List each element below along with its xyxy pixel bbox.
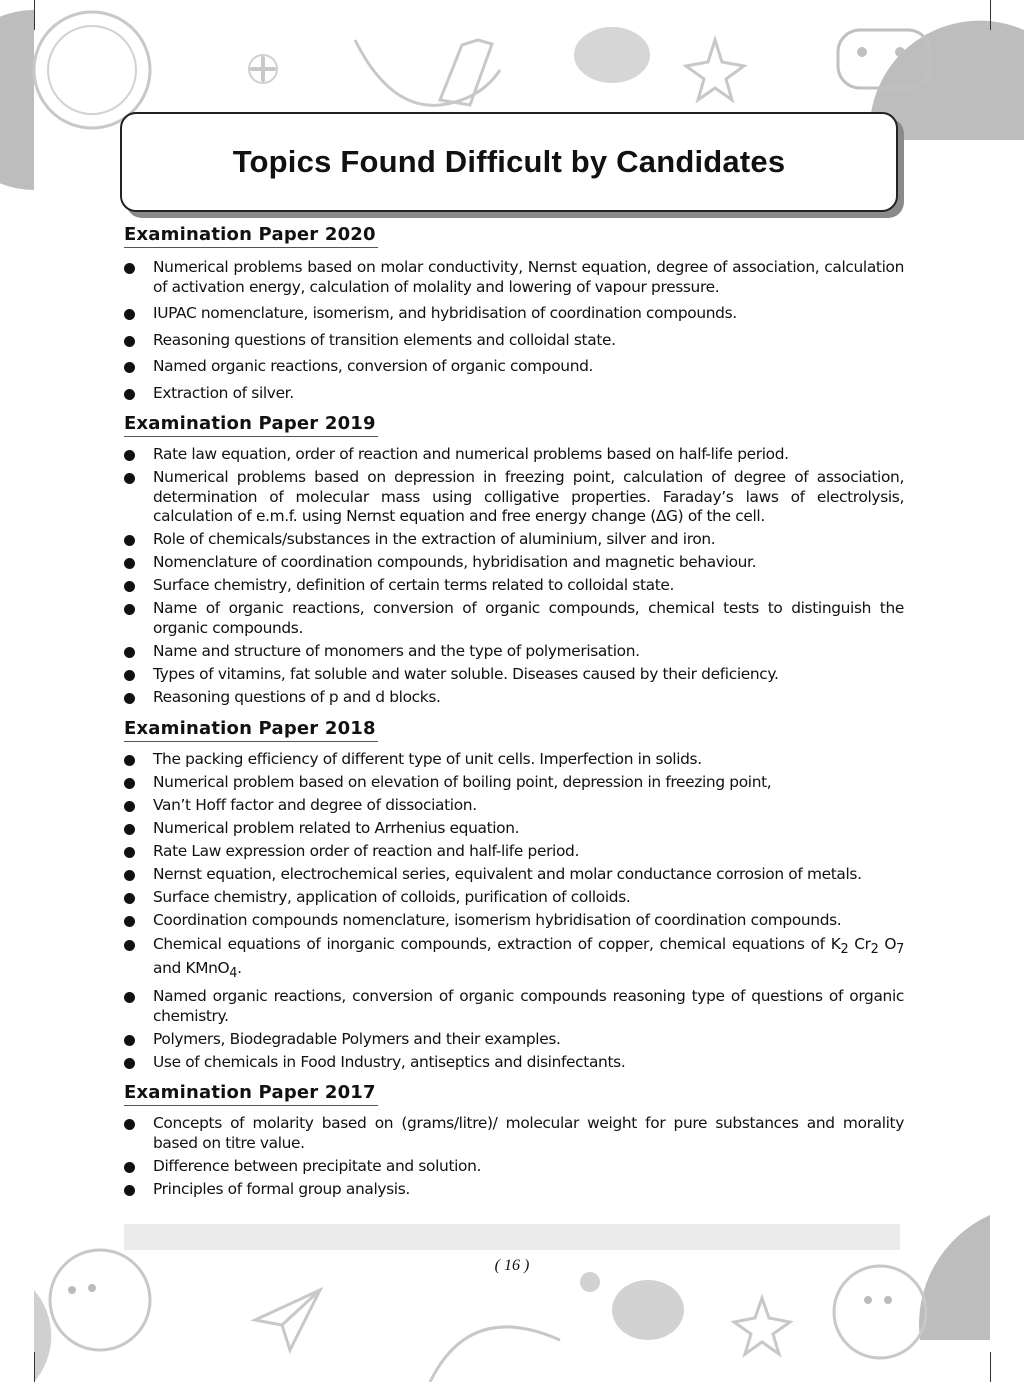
subscript: 7 bbox=[896, 941, 904, 957]
section-2018 bbox=[124, 718, 904, 1073]
test-tube-doodle bbox=[440, 40, 492, 105]
bowl-doodle bbox=[355, 40, 500, 105]
section-heading: Examination Paper 2019 bbox=[124, 413, 378, 437]
list-item: Name of organic reactions, conversion of organic compounds, chemical tests to distinguish the organic compounds. bbox=[124, 599, 904, 638]
crop-mark bbox=[990, 0, 991, 30]
list-item: Concepts of molarity based on (grams/litre)/ molecular weight for pure substances and morality based on titre value. bbox=[124, 1114, 904, 1153]
list-item: Named organic reactions, conversion of organic compound. bbox=[124, 357, 904, 377]
star-doodle-bottom bbox=[734, 1298, 790, 1354]
list-item: Types of vitamins, fat soluble and water soluble. Diseases caused by their deficiency. bbox=[124, 665, 904, 685]
list-item: Reasoning questions of transition elements and colloidal state. bbox=[124, 331, 904, 351]
topic-list bbox=[124, 258, 904, 403]
bottom-right-shape bbox=[919, 1215, 990, 1340]
list-item: Rate Law expression order of reaction and half-life period. bbox=[124, 842, 904, 862]
section-2020 bbox=[124, 224, 904, 403]
section-heading: Examination Paper 2017 bbox=[124, 1082, 378, 1106]
list-item: Rate law equation, order of reaction and numerical problems based on half-life period. bbox=[124, 445, 904, 465]
topic-list bbox=[124, 1114, 904, 1199]
list-item: Reasoning questions of p and d blocks. bbox=[124, 688, 904, 708]
arc-doodle bbox=[430, 1327, 560, 1382]
crop-mark bbox=[34, 1352, 35, 1382]
section-heading: Examination Paper 2020 bbox=[124, 224, 378, 248]
bottom-left-shape bbox=[34, 1290, 51, 1382]
list-item: Numerical problems based on molar conductivity, Nernst equation, degree of association, calculation of activation energy, calculation of molality and lowering of vapour pressure. bbox=[124, 258, 904, 297]
subscript: 2 bbox=[870, 941, 879, 957]
list-item: Numerical problem based on elevation of boiling point, depression in freezing point, bbox=[124, 773, 904, 793]
list-item: Surface chemistry, definition of certain terms related to colloidal state. bbox=[124, 576, 904, 596]
chem-text: O bbox=[878, 934, 897, 953]
list-item: Polymers, Biodegradable Polymers and their examples. bbox=[124, 1030, 904, 1050]
face-doodle-right bbox=[834, 1266, 926, 1358]
list-item-chemical-equations bbox=[124, 935, 904, 984]
subscript: 2 bbox=[840, 941, 849, 957]
list-item: Nernst equation, electrochemical series, equivalent and molar conductance corrosion of metals. bbox=[124, 865, 904, 885]
list-item: Role of chemicals/substances in the extraction of aluminium, silver and iron. bbox=[124, 530, 904, 550]
topic-list bbox=[124, 750, 904, 1073]
plus-doodle bbox=[252, 58, 274, 80]
section-2017 bbox=[124, 1082, 904, 1199]
list-item: Use of chemicals in Food Industry, antiseptics and disinfectants. bbox=[124, 1053, 904, 1073]
content bbox=[124, 224, 904, 1210]
crop-mark bbox=[34, 0, 35, 30]
bottom-blob bbox=[612, 1280, 684, 1340]
list-item: The packing efficiency of different type of unit cells. Imperfection in solids. bbox=[124, 750, 904, 770]
robot-doodle bbox=[838, 30, 930, 88]
chem-text: Cr bbox=[848, 934, 871, 953]
title-box bbox=[120, 112, 898, 212]
list-item: Numerical problems based on depression in freezing point, calculation of degree of association, determination of molecular mass using colligative properties. Faraday’s laws of electrolysis, calculation of e.m.f. using Nernst equation and free energy change (ΔG) of the cell. bbox=[124, 468, 904, 527]
list-item: IUPAC nomenclature, isomerism, and hybridisation of coordination compounds. bbox=[124, 304, 904, 324]
footer-bar bbox=[124, 1224, 900, 1250]
section-2019 bbox=[124, 413, 904, 708]
list-item: Named organic reactions, conversion of organic compounds reasoning type of questions of organic chemistry. bbox=[124, 987, 904, 1026]
list-item: Numerical problem related to Arrhenius equation. bbox=[124, 819, 904, 839]
star-doodle bbox=[686, 40, 744, 100]
section-heading: Examination Paper 2018 bbox=[124, 718, 378, 742]
top-left-shape bbox=[0, 10, 34, 190]
list-item: Extraction of silver. bbox=[124, 384, 904, 404]
crop-mark bbox=[990, 1352, 991, 1382]
chem-text: and KMnO bbox=[153, 959, 230, 978]
clock-doodle bbox=[34, 12, 150, 128]
chem-text: . bbox=[237, 959, 242, 978]
list-item: Name and structure of monomers and the type of polymerisation. bbox=[124, 642, 904, 662]
topic-list bbox=[124, 445, 904, 708]
page-number: ( 16 ) bbox=[494, 1257, 530, 1274]
list-item: Van’t Hoff factor and degree of dissociation. bbox=[124, 796, 904, 816]
top-blob bbox=[574, 27, 650, 83]
paper-plane-doodle bbox=[255, 1290, 320, 1350]
page-title: Topics Found Difficult by Candidates bbox=[232, 144, 786, 179]
list-item: Difference between precipitate and solution. bbox=[124, 1157, 904, 1177]
list-item: Surface chemistry, application of colloids, purification of colloids. bbox=[124, 888, 904, 908]
list-item: Coordination compounds nomenclature, isomerism hybridisation of coordination compounds. bbox=[124, 911, 904, 931]
list-item: Nomenclature of coordination compounds, hybridisation and magnetic behaviour. bbox=[124, 553, 904, 573]
subscript: 4 bbox=[229, 966, 238, 982]
list-item: Principles of formal group analysis. bbox=[124, 1180, 904, 1200]
chem-text: Chemical equations of inorganic compounds, extraction of copper, chemical equations of K bbox=[153, 934, 841, 953]
